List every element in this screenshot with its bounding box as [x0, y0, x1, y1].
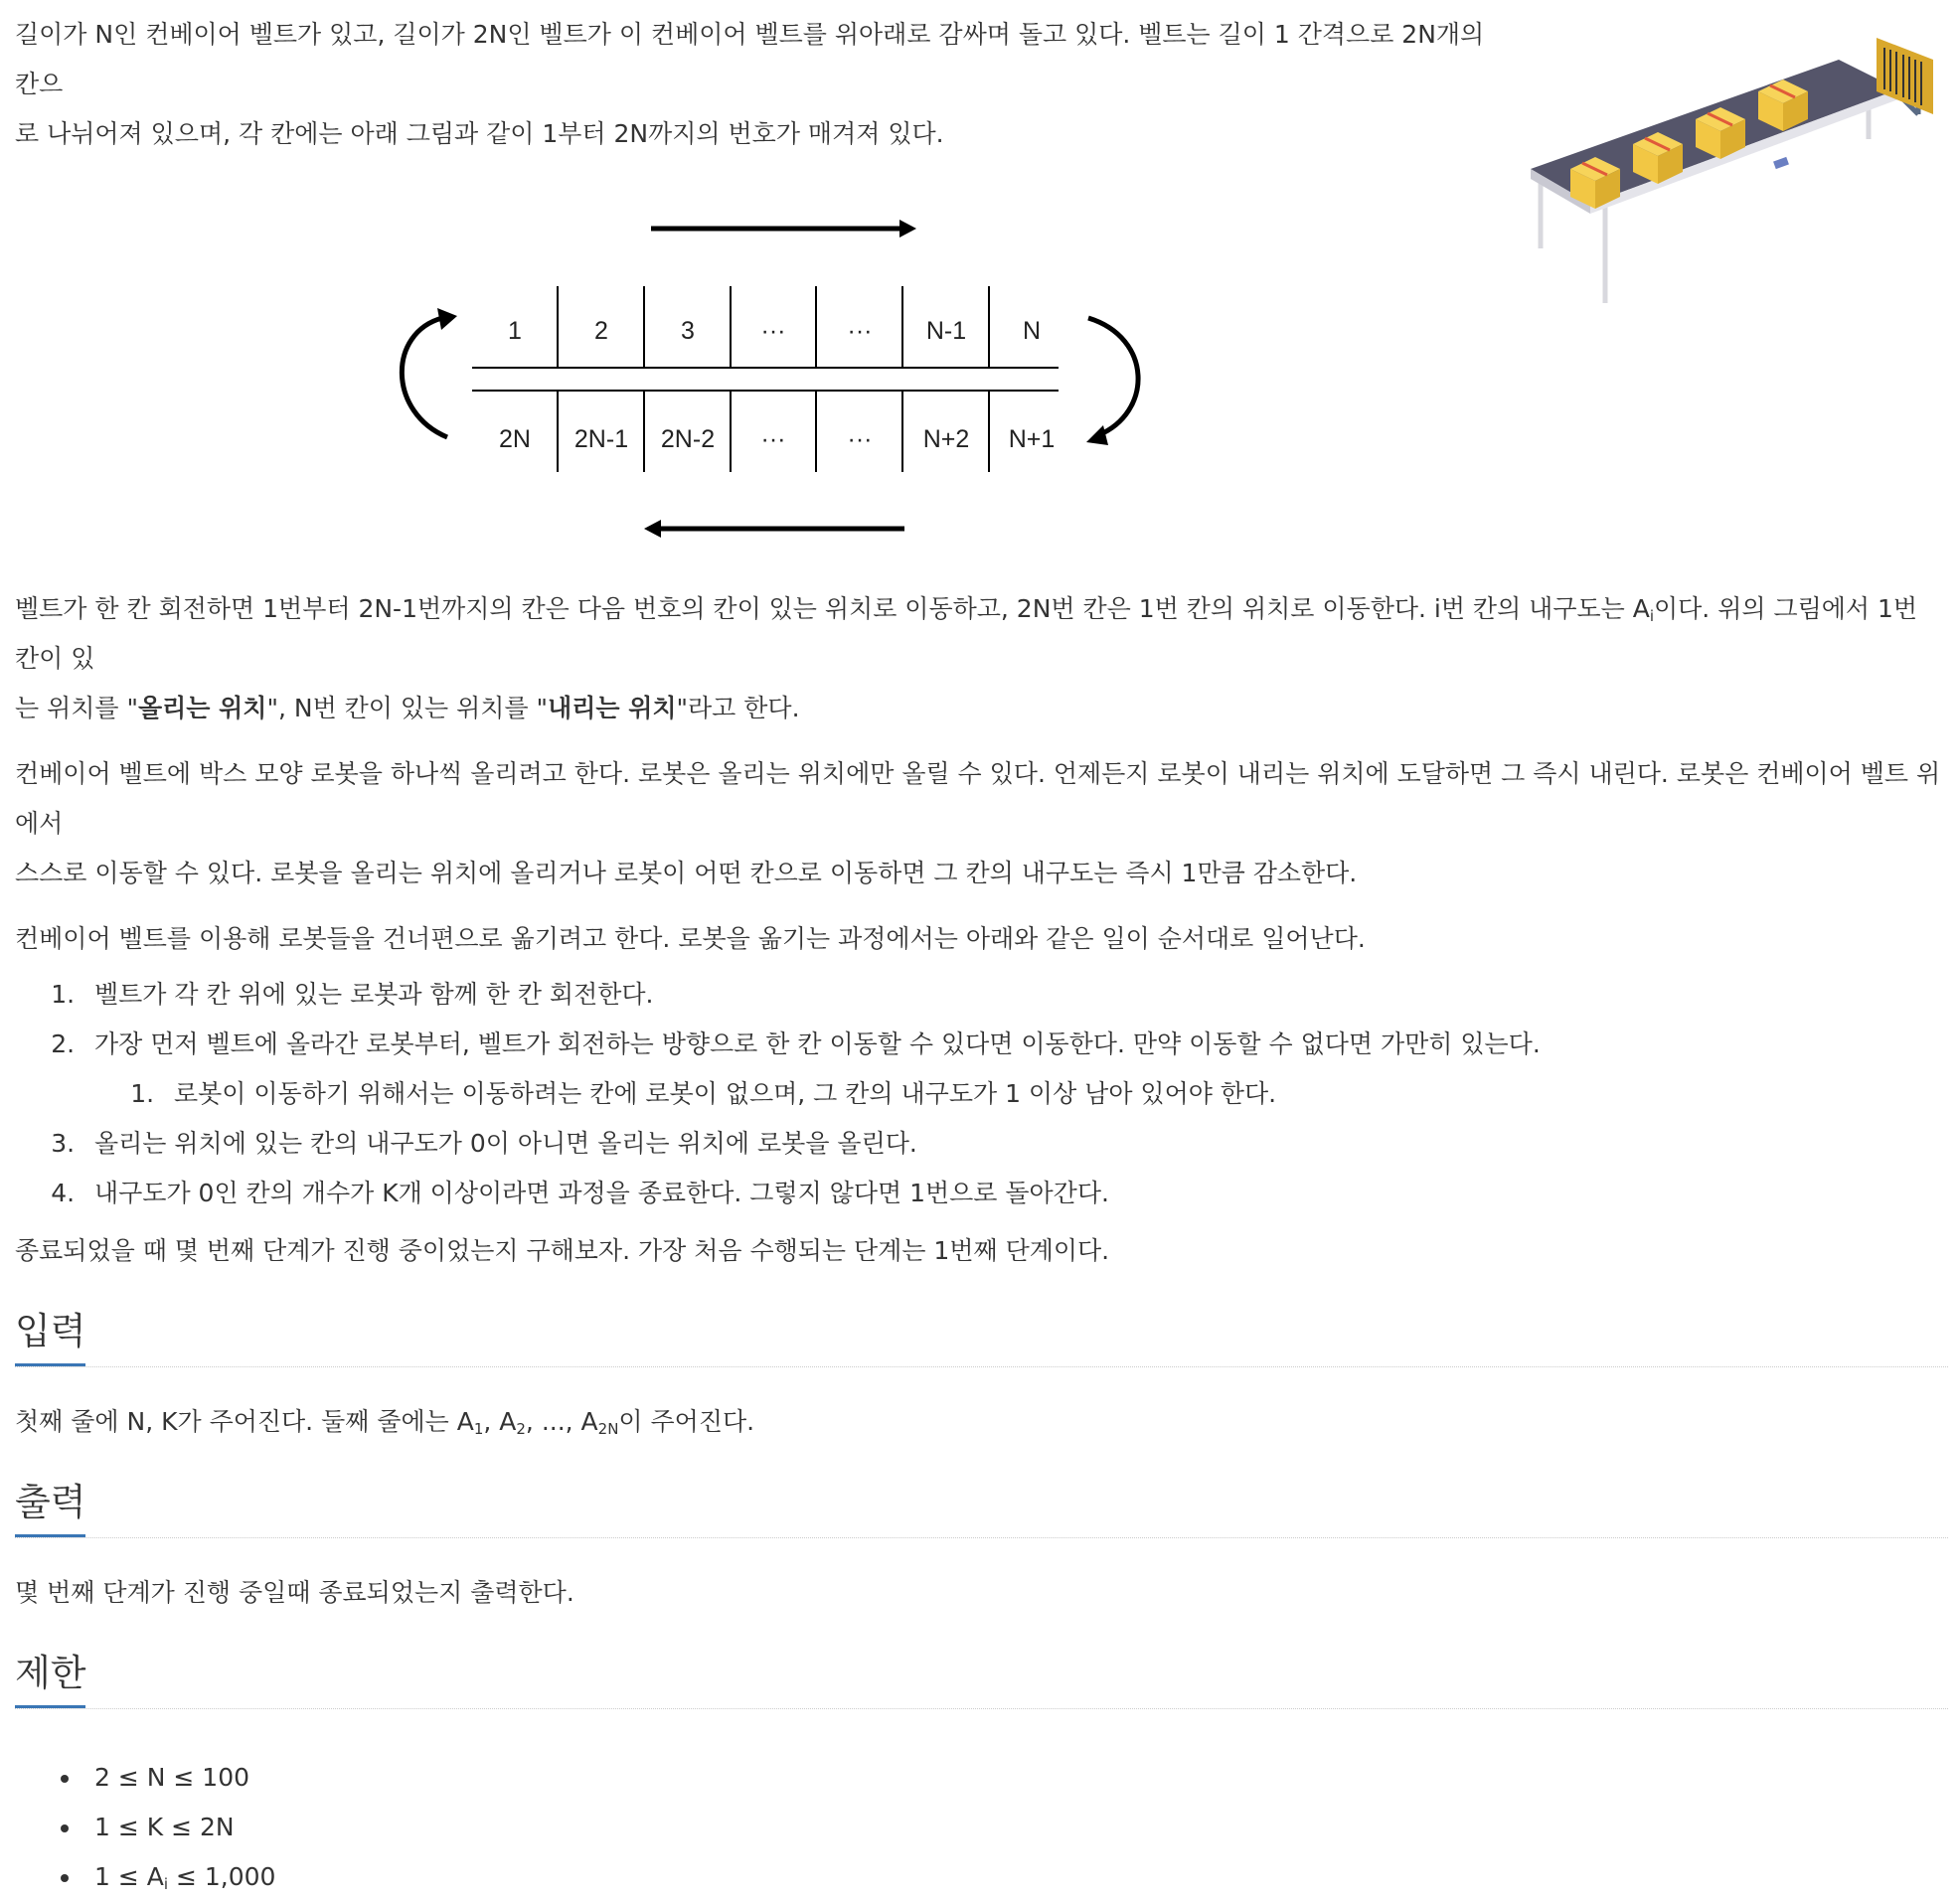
step-3 — [82, 1119, 1948, 1169]
limit-item — [82, 1753, 1948, 1803]
input-text-a: 첫째 줄에 N, K가 주어진다. 둘째 줄에는 A — [15, 1407, 474, 1436]
top-cell-label: N — [1022, 317, 1042, 345]
limit-a-text: 1 ≤ A — [94, 1862, 164, 1891]
limits-list — [15, 1753, 1948, 1902]
rotation-text-a: 벨트가 한 칸 회전하면 1번부터 2N-1번까지의 칸은 다음 번호의 칸이 있는 위치로 이동하고, 2N번 칸은 1번 칸의 위치로 이동한다. i번 칸의 내구도는 A — [15, 594, 1650, 623]
step-2-1-text: 로봇이 이동하기 위해서는 이동하려는 칸에 로봇이 없으며, 그 칸의 내구도가 1 이상 남아 있어야 한다. — [174, 1079, 1277, 1108]
intro-line-1: 길이가 N인 컨베이어 벨트가 있고, 길이가 2N인 벨트가 이 컨베이어 벨트를 위아래로 감싸며 돌고 있다. 벨트는 길이 1 간격으로 2N개의 칸으 — [15, 20, 1485, 98]
process-steps — [15, 970, 1948, 1218]
belt-diagram — [368, 159, 1163, 584]
top-cell-label: N-1 — [925, 317, 967, 345]
step-3-text: 올리는 위치에 있는 칸의 내구도가 0이 아니면 올리는 위치에 로봇을 올린다. — [94, 1129, 917, 1158]
rotation-line-1 — [15, 584, 1948, 684]
intro-paragraph — [15, 10, 1506, 159]
bottom-cell-label: 2N-1 — [573, 425, 629, 453]
top-cell-label: ··· — [760, 317, 786, 345]
rotation-text-e: "라고 한다. — [676, 694, 800, 722]
input-text-d: 이 주어진다. — [618, 1407, 755, 1436]
bottom-cell-label: ··· — [847, 425, 873, 453]
robot-line-1: 컨베이어 벨트에 박스 모양 로봇을 하나씩 올리려고 한다. 로봇은 올리는 위치에만 올릴 수 있다. 언제든지 로봇이 내리는 위치에 도달하면 그 즉시 내린다. 로봇은 컨베이어 벨트 위에서 — [15, 759, 1941, 838]
input-text-b: , A — [483, 1407, 517, 1436]
top-cell-label: 3 — [681, 317, 695, 345]
rotation-paragraph — [15, 584, 1948, 733]
process-paragraph: 컨베이어 벨트를 이용해 로봇들을 건너편으로 옮기려고 한다. 로봇을 옮기는 과정에서는 아래와 같은 일이 순서대로 일어난다. — [15, 924, 1366, 953]
section-divider — [15, 1366, 1948, 1367]
bottom-cell-label: 2N-2 — [660, 425, 716, 453]
bottom-cell-label: ··· — [760, 425, 786, 453]
output-section-title: 출력 — [15, 1473, 85, 1537]
limit-a-text-b: ≤ 1,000 — [168, 1862, 276, 1891]
unload-position-term: 내리는 위치 — [548, 694, 677, 722]
limits-section-title: 제한 — [15, 1644, 85, 1708]
step-2-1 — [162, 1069, 1948, 1119]
bottom-cell-label: 2N — [499, 425, 531, 453]
rotation-text-c: 는 위치를 " — [15, 694, 138, 722]
step-4-text: 내구도가 0인 칸의 개수가 K개 이상이라면 과정을 종료한다. 그렇지 않다면 1번으로 돌아간다. — [94, 1179, 1109, 1207]
section-divider — [15, 1537, 1948, 1538]
input-description — [15, 1397, 1948, 1447]
input-subscript: 1 — [473, 1420, 484, 1438]
robot-line-2: 스스로 이동할 수 있다. 로봇을 올리는 위치에 올리거나 로봇이 어떤 칸으로 이동하면 그 칸의 내구도는 즉시 1만큼 감소한다. — [15, 859, 1358, 887]
step-2-substeps — [94, 1069, 1948, 1119]
input-text-c: , ..., A — [525, 1407, 598, 1436]
input-section-title: 입력 — [15, 1302, 85, 1366]
section-divider — [15, 1708, 1948, 1709]
output-description: 몇 번째 단계가 진행 중일때 종료되었는지 출력한다. — [15, 1578, 574, 1607]
input-subscript: 2 — [516, 1420, 526, 1438]
limit-item — [82, 1852, 1948, 1902]
input-subscript: 2N — [597, 1420, 619, 1438]
limit-n: 2 ≤ N ≤ 100 — [94, 1763, 250, 1792]
intro-block — [15, 10, 1948, 159]
limit-k: 1 ≤ K ≤ 2N — [94, 1813, 235, 1841]
problem-page — [15, 10, 1948, 1902]
output-section-header — [15, 1473, 1948, 1542]
rotation-text-d: ", N번 칸이 있는 위치를 " — [266, 694, 549, 722]
belt-diagram-row — [15, 159, 1948, 584]
input-section-header — [15, 1302, 1948, 1371]
step-1 — [82, 970, 1948, 1020]
step-2 — [82, 1020, 1948, 1119]
goal-paragraph: 종료되었을 때 몇 번째 단계가 진행 중이었는지 구해보자. 가장 처음 수행되는 단계는 1번째 단계이다. — [15, 1236, 1110, 1265]
right-rotation-arrow — [1088, 318, 1138, 435]
limits-section-header — [15, 1644, 1948, 1713]
left-rotation-arrow — [402, 318, 447, 437]
limit-a-subscript: i — [163, 1875, 169, 1893]
step-1-text: 벨트가 각 칸 위에 있는 로봇과 함께 한 칸 회전한다. — [94, 980, 654, 1009]
limit-item — [82, 1803, 1948, 1852]
step-2-text: 가장 먼저 벨트에 올라간 로봇부터, 벨트가 회전하는 방향으로 한 칸 이동할 수 있다면 이동한다. 만약 이동할 수 없다면 가만히 있는다. — [94, 1030, 1541, 1058]
rotation-text-b: 이다. 위의 그림에서 1번 칸이 있 — [15, 594, 1918, 673]
load-position-term: 올리는 위치 — [138, 694, 267, 722]
robot-paragraph — [15, 749, 1948, 898]
bottom-cell-label: N+2 — [922, 425, 970, 453]
rotation-subscript: i — [1649, 607, 1654, 625]
top-cell-label: ··· — [847, 317, 873, 345]
step-4 — [82, 1169, 1948, 1218]
rotation-line-2 — [15, 684, 1948, 733]
top-cell-label: 2 — [594, 317, 608, 345]
bottom-cell-label: N+1 — [1008, 425, 1056, 453]
intro-line-2: 로 나뉘어져 있으며, 각 칸에는 아래 그림과 같이 1부터 2N까지의 번호가 매겨져 있다. — [15, 119, 944, 148]
top-cell-label: 1 — [508, 317, 522, 345]
